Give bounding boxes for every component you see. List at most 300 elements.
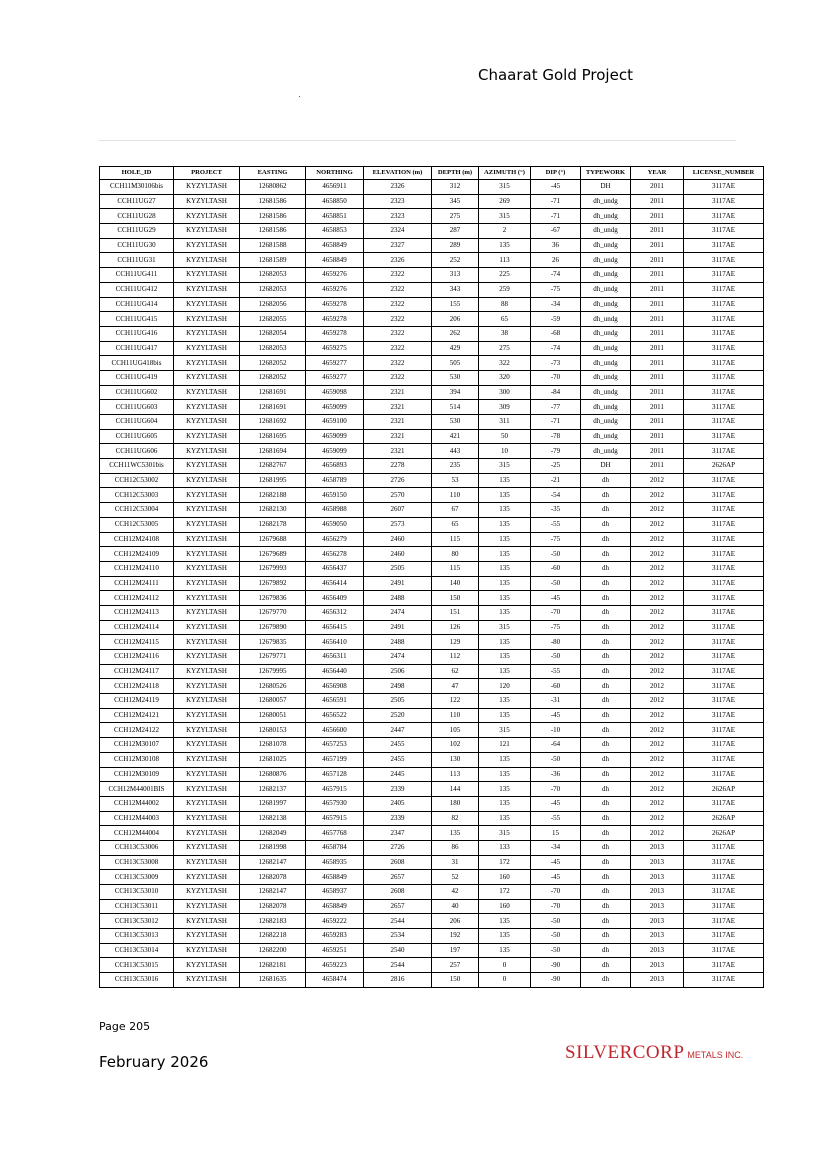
table-cell: 2011 <box>631 356 684 371</box>
table-cell: dh_undg <box>581 429 631 444</box>
table-cell: 4658937 <box>306 885 364 900</box>
column-header: DIP (°) <box>531 167 581 180</box>
table-cell: 12682078 <box>240 870 306 885</box>
table-cell: 4658849 <box>306 870 364 885</box>
table-cell: 4656600 <box>306 723 364 738</box>
table-cell: 2339 <box>364 782 432 797</box>
table-cell: 122 <box>432 694 479 709</box>
table-cell: -78 <box>531 429 581 444</box>
table-cell: 4659098 <box>306 385 364 400</box>
table-cell: 3117AE <box>684 840 764 855</box>
table-cell: 4656908 <box>306 679 364 694</box>
table-cell: 3117AE <box>684 650 764 665</box>
column-header: HOLE_ID <box>100 167 174 180</box>
table-cell: 12679770 <box>240 605 306 620</box>
table-cell: 135 <box>479 576 531 591</box>
table-cell: dh <box>581 488 631 503</box>
table-cell: 42 <box>432 885 479 900</box>
table-cell: 2012 <box>631 811 684 826</box>
table-cell: CCH12M44004 <box>100 826 174 841</box>
table-cell: 3117AE <box>684 591 764 606</box>
table-cell: 2544 <box>364 914 432 929</box>
table-cell: 135 <box>479 782 531 797</box>
table-cell: dh <box>581 796 631 811</box>
table-cell: KYZYLTASH <box>174 914 240 929</box>
table-cell: CCH12M24108 <box>100 532 174 547</box>
table-cell: 289 <box>432 238 479 253</box>
table-row <box>100 370 764 385</box>
table-cell: 3117AE <box>684 356 764 371</box>
table-cell: 2011 <box>631 415 684 430</box>
table-cell: 12679835 <box>240 635 306 650</box>
table-cell: 130 <box>432 752 479 767</box>
table-cell: dh <box>581 532 631 547</box>
table-cell: 2455 <box>364 738 432 753</box>
table-cell: dh_undg <box>581 194 631 209</box>
table-cell: dh <box>581 620 631 635</box>
table-cell: 2013 <box>631 914 684 929</box>
table-cell: 12682200 <box>240 943 306 958</box>
table-cell: 12679892 <box>240 576 306 591</box>
table-cell: 2012 <box>631 532 684 547</box>
table-cell: 4659278 <box>306 326 364 341</box>
table-cell: 12682052 <box>240 370 306 385</box>
table-cell: KYZYLTASH <box>174 561 240 576</box>
table-cell: CCH12M30107 <box>100 738 174 753</box>
table-row <box>100 620 764 635</box>
table-cell: KYZYLTASH <box>174 297 240 312</box>
table-cell: 3117AE <box>684 180 764 195</box>
table-cell: 150 <box>432 973 479 988</box>
table-cell: KYZYLTASH <box>174 253 240 268</box>
table-cell: 3117AE <box>684 943 764 958</box>
table-cell: dh_undg <box>581 312 631 327</box>
table-cell: 160 <box>479 870 531 885</box>
table-cell: 4659277 <box>306 370 364 385</box>
table-cell: 105 <box>432 723 479 738</box>
table-cell: 2012 <box>631 664 684 679</box>
table-row <box>100 444 764 459</box>
table-cell: 2012 <box>631 503 684 518</box>
table-cell: dh <box>581 958 631 973</box>
table-cell: 2011 <box>631 282 684 297</box>
table-cell: 12681588 <box>240 238 306 253</box>
table-cell: 12682056 <box>240 297 306 312</box>
table-cell: 12682188 <box>240 488 306 503</box>
table-cell: 3117AE <box>684 679 764 694</box>
table-cell: 2324 <box>364 224 432 239</box>
table-cell: 2455 <box>364 752 432 767</box>
table-cell: -55 <box>531 811 581 826</box>
table-cell: 3117AE <box>684 973 764 988</box>
table-cell: 3117AE <box>684 429 764 444</box>
table-row <box>100 664 764 679</box>
table-cell: 514 <box>432 400 479 415</box>
table-cell: 113 <box>432 767 479 782</box>
table-cell: CCH13C53009 <box>100 870 174 885</box>
table-cell: dh <box>581 738 631 753</box>
table-cell: 2012 <box>631 605 684 620</box>
table-cell: 12682130 <box>240 503 306 518</box>
table-row <box>100 899 764 914</box>
table-cell: 3117AE <box>684 796 764 811</box>
table-cell: -45 <box>531 591 581 606</box>
table-cell: 2011 <box>631 224 684 239</box>
table-cell: KYZYLTASH <box>174 943 240 958</box>
table-cell: CCH11UG603 <box>100 400 174 415</box>
table-cell: 135 <box>479 605 531 620</box>
table-cell: CCH12M30108 <box>100 752 174 767</box>
table-cell: CCH11UG29 <box>100 224 174 239</box>
table-cell: dh <box>581 973 631 988</box>
table-cell: 0 <box>479 958 531 973</box>
table-cell: dh_undg <box>581 209 631 224</box>
table-cell: 115 <box>432 561 479 576</box>
table-cell: 2012 <box>631 591 684 606</box>
table-cell: -50 <box>531 752 581 767</box>
table-cell: 4656522 <box>306 708 364 723</box>
table-cell: 4659099 <box>306 429 364 444</box>
table-cell: 235 <box>432 459 479 474</box>
table-cell: 135 <box>479 664 531 679</box>
table-row <box>100 591 764 606</box>
table-cell: 12680051 <box>240 708 306 723</box>
table-cell: KYZYLTASH <box>174 885 240 900</box>
table-cell: 2012 <box>631 620 684 635</box>
table-cell: 2326 <box>364 253 432 268</box>
table-cell: KYZYLTASH <box>174 752 240 767</box>
table-cell: 3117AE <box>684 855 764 870</box>
table-cell: 4658474 <box>306 973 364 988</box>
table-cell: CCH13C53008 <box>100 855 174 870</box>
table-cell: 4659251 <box>306 943 364 958</box>
table-cell: 155 <box>432 297 479 312</box>
table-cell: 2012 <box>631 723 684 738</box>
table-cell: KYZYLTASH <box>174 855 240 870</box>
table-cell: -70 <box>531 899 581 914</box>
table-cell: 135 <box>479 635 531 650</box>
table-cell: 3117AE <box>684 708 764 723</box>
table-cell: 4656278 <box>306 547 364 562</box>
table-cell: 530 <box>432 415 479 430</box>
table-cell: CCH13C53015 <box>100 958 174 973</box>
table-cell: -31 <box>531 694 581 709</box>
table-cell: 3117AE <box>684 253 764 268</box>
table-header <box>100 167 764 180</box>
table-cell: 135 <box>479 238 531 253</box>
table-cell: 2460 <box>364 547 432 562</box>
table-cell: 3117AE <box>684 899 764 914</box>
table-cell: -45 <box>531 180 581 195</box>
table-cell: 126 <box>432 620 479 635</box>
table-cell: 135 <box>479 929 531 944</box>
table-cell: KYZYLTASH <box>174 796 240 811</box>
table-cell: dh_undg <box>581 385 631 400</box>
table-cell: 2488 <box>364 591 432 606</box>
table-cell: dh_undg <box>581 370 631 385</box>
table-cell: 2013 <box>631 929 684 944</box>
table-cell: CCH11UG604 <box>100 415 174 430</box>
table-cell: KYZYLTASH <box>174 532 240 547</box>
table-cell: 2608 <box>364 885 432 900</box>
table-cell: 12680876 <box>240 767 306 782</box>
table-cell: KYZYLTASH <box>174 576 240 591</box>
table-cell: dh <box>581 929 631 944</box>
table-cell: 12682178 <box>240 517 306 532</box>
table-cell: -84 <box>531 385 581 400</box>
table-cell: -45 <box>531 855 581 870</box>
table-cell: 2321 <box>364 429 432 444</box>
table-row <box>100 429 764 444</box>
column-header: DEPTH (m) <box>432 167 479 180</box>
table-row <box>100 811 764 826</box>
table-cell: CCH11UG602 <box>100 385 174 400</box>
table-cell: CCH12M24113 <box>100 605 174 620</box>
table-cell: 135 <box>479 547 531 562</box>
column-header: NORTHING <box>306 167 364 180</box>
table-cell: 3117AE <box>684 312 764 327</box>
table-cell: dh_undg <box>581 282 631 297</box>
table-cell: 505 <box>432 356 479 371</box>
table-cell: 135 <box>432 826 479 841</box>
table-cell: 313 <box>432 268 479 283</box>
table-cell: CCH13C53014 <box>100 943 174 958</box>
table-cell: 2011 <box>631 429 684 444</box>
table-cell: dh <box>581 840 631 855</box>
table-cell: 315 <box>479 459 531 474</box>
table-row <box>100 415 764 430</box>
table-row <box>100 326 764 341</box>
table-cell: CCH11UG417 <box>100 341 174 356</box>
table-cell: 115 <box>432 532 479 547</box>
table-cell: 2460 <box>364 532 432 547</box>
table-cell: -70 <box>531 782 581 797</box>
table-cell: -79 <box>531 444 581 459</box>
table-cell: KYZYLTASH <box>174 224 240 239</box>
table-cell: CCH11WC5301bis <box>100 459 174 474</box>
table-cell: 4656311 <box>306 650 364 665</box>
table-cell: 12679689 <box>240 547 306 562</box>
table-cell: CCH12M24119 <box>100 694 174 709</box>
table-cell: 12682767 <box>240 459 306 474</box>
table-cell: 394 <box>432 385 479 400</box>
table-cell: 52 <box>432 870 479 885</box>
table-cell: CCH12C53005 <box>100 517 174 532</box>
table-cell: -55 <box>531 664 581 679</box>
table-cell: 2013 <box>631 943 684 958</box>
table-row <box>100 561 764 576</box>
table-cell: 2011 <box>631 180 684 195</box>
table-cell: 3117AE <box>684 297 764 312</box>
table-cell: KYZYLTASH <box>174 650 240 665</box>
table-cell: 135 <box>479 796 531 811</box>
table-cell: 2445 <box>364 767 432 782</box>
table-cell: 2607 <box>364 503 432 518</box>
table-cell: 4656437 <box>306 561 364 576</box>
table-cell: -34 <box>531 840 581 855</box>
table-row <box>100 767 764 782</box>
table-row <box>100 650 764 665</box>
table-row <box>100 238 764 253</box>
table-cell: 12681635 <box>240 973 306 988</box>
table-cell: KYZYLTASH <box>174 503 240 518</box>
column-header: EASTING <box>240 167 306 180</box>
table-cell: 4658784 <box>306 840 364 855</box>
table-cell: 140 <box>432 576 479 591</box>
table-row <box>100 341 764 356</box>
table-cell: 2573 <box>364 517 432 532</box>
table-cell: 2012 <box>631 635 684 650</box>
table-cell: 275 <box>432 209 479 224</box>
table-cell: dh <box>581 811 631 826</box>
table-cell: KYZYLTASH <box>174 370 240 385</box>
table-cell: dh <box>581 870 631 885</box>
table-cell: 3117AE <box>684 664 764 679</box>
table-row <box>100 885 764 900</box>
logo-subtext: METALS INC. <box>687 1050 744 1060</box>
table-cell: -34 <box>531 297 581 312</box>
table-cell: 2488 <box>364 635 432 650</box>
table-cell: 12680153 <box>240 723 306 738</box>
table-row <box>100 503 764 518</box>
table-cell: 12681586 <box>240 194 306 209</box>
table-cell: CCH13C53016 <box>100 973 174 988</box>
table-cell: 311 <box>479 415 531 430</box>
table-cell: KYZYLTASH <box>174 620 240 635</box>
table-cell: -25 <box>531 459 581 474</box>
table-cell: CCH11UG28 <box>100 209 174 224</box>
table-row <box>100 576 764 591</box>
table-cell: CCH12C53002 <box>100 473 174 488</box>
table-cell: 2474 <box>364 650 432 665</box>
table-cell: 2726 <box>364 840 432 855</box>
table-cell: 3117AE <box>684 576 764 591</box>
table-cell: 4656409 <box>306 591 364 606</box>
table-cell: 3117AE <box>684 400 764 415</box>
table-cell: 12681997 <box>240 796 306 811</box>
table-cell: -60 <box>531 561 581 576</box>
table-cell: 2012 <box>631 752 684 767</box>
table-cell: 3117AE <box>684 268 764 283</box>
table-cell: 12679995 <box>240 664 306 679</box>
table-cell: 4656591 <box>306 694 364 709</box>
table-row <box>100 870 764 885</box>
table-cell: -90 <box>531 973 581 988</box>
table-cell: KYZYLTASH <box>174 973 240 988</box>
table-cell: 259 <box>479 282 531 297</box>
table-row <box>100 209 764 224</box>
table-cell: 12682138 <box>240 811 306 826</box>
table-cell: dh <box>581 885 631 900</box>
table-cell: dh <box>581 605 631 620</box>
table-cell: 3117AE <box>684 517 764 532</box>
table-cell: 312 <box>432 180 479 195</box>
table-cell: dh_undg <box>581 400 631 415</box>
table-cell: CCH13C53012 <box>100 914 174 929</box>
table-cell: 38 <box>479 326 531 341</box>
table-row <box>100 708 764 723</box>
table-cell: dh <box>581 650 631 665</box>
table-cell: 2321 <box>364 385 432 400</box>
table-cell: 12681586 <box>240 209 306 224</box>
table-cell: 12681078 <box>240 738 306 753</box>
table-cell: 2322 <box>364 312 432 327</box>
table-cell: -50 <box>531 547 581 562</box>
table-cell: 4656410 <box>306 635 364 650</box>
table-cell: CCH11UG606 <box>100 444 174 459</box>
table-cell: 12681589 <box>240 253 306 268</box>
table-cell: dh <box>581 752 631 767</box>
table-cell: 4658851 <box>306 209 364 224</box>
column-header: YEAR <box>631 167 684 180</box>
table-cell: 2013 <box>631 973 684 988</box>
table-row <box>100 929 764 944</box>
table-cell: 2012 <box>631 694 684 709</box>
table-cell: 2626AP <box>684 826 764 841</box>
table-cell: 12681695 <box>240 429 306 444</box>
table-row <box>100 826 764 841</box>
table-cell: 135 <box>479 914 531 929</box>
table-row <box>100 840 764 855</box>
table-row <box>100 517 764 532</box>
table-cell: dh <box>581 767 631 782</box>
table-cell: KYZYLTASH <box>174 268 240 283</box>
table-cell: 135 <box>479 561 531 576</box>
table-cell: 12682218 <box>240 929 306 944</box>
table-cell: 12681691 <box>240 385 306 400</box>
table-cell: CCH12M24109 <box>100 547 174 562</box>
table-cell: dh <box>581 899 631 914</box>
table-cell: 4658849 <box>306 253 364 268</box>
table-cell: KYZYLTASH <box>174 429 240 444</box>
table-cell: -80 <box>531 635 581 650</box>
table-cell: KYZYLTASH <box>174 811 240 826</box>
table-cell: 2534 <box>364 929 432 944</box>
table-cell: KYZYLTASH <box>174 547 240 562</box>
table-cell: 12681025 <box>240 752 306 767</box>
table-cell: KYZYLTASH <box>174 415 240 430</box>
table-cell: 62 <box>432 664 479 679</box>
table-cell: 2322 <box>364 356 432 371</box>
table-cell: 135 <box>479 517 531 532</box>
table-cell: 3117AE <box>684 209 764 224</box>
table-cell: 4659150 <box>306 488 364 503</box>
table-cell: 2013 <box>631 870 684 885</box>
footer-date: February 2026 <box>99 1053 209 1071</box>
table-cell: 3117AE <box>684 370 764 385</box>
table-cell: -45 <box>531 796 581 811</box>
table-cell: 345 <box>432 194 479 209</box>
table-cell: 12681586 <box>240 224 306 239</box>
table-cell: -59 <box>531 312 581 327</box>
table-cell: 12682054 <box>240 326 306 341</box>
table-row <box>100 473 764 488</box>
table-cell: KYZYLTASH <box>174 694 240 709</box>
table-cell: dh <box>581 503 631 518</box>
table-cell: 12681691 <box>240 400 306 415</box>
table-cell: CCH12C53003 <box>100 488 174 503</box>
table-cell: KYZYLTASH <box>174 385 240 400</box>
table-cell: 3117AE <box>684 561 764 576</box>
table-cell: 12681692 <box>240 415 306 430</box>
table-cell: 65 <box>479 312 531 327</box>
table-cell: 102 <box>432 738 479 753</box>
table-cell: 3117AE <box>684 415 764 430</box>
table-cell: 3117AE <box>684 238 764 253</box>
table-cell: dh_undg <box>581 341 631 356</box>
table-cell: 2013 <box>631 840 684 855</box>
table-cell: 2012 <box>631 650 684 665</box>
